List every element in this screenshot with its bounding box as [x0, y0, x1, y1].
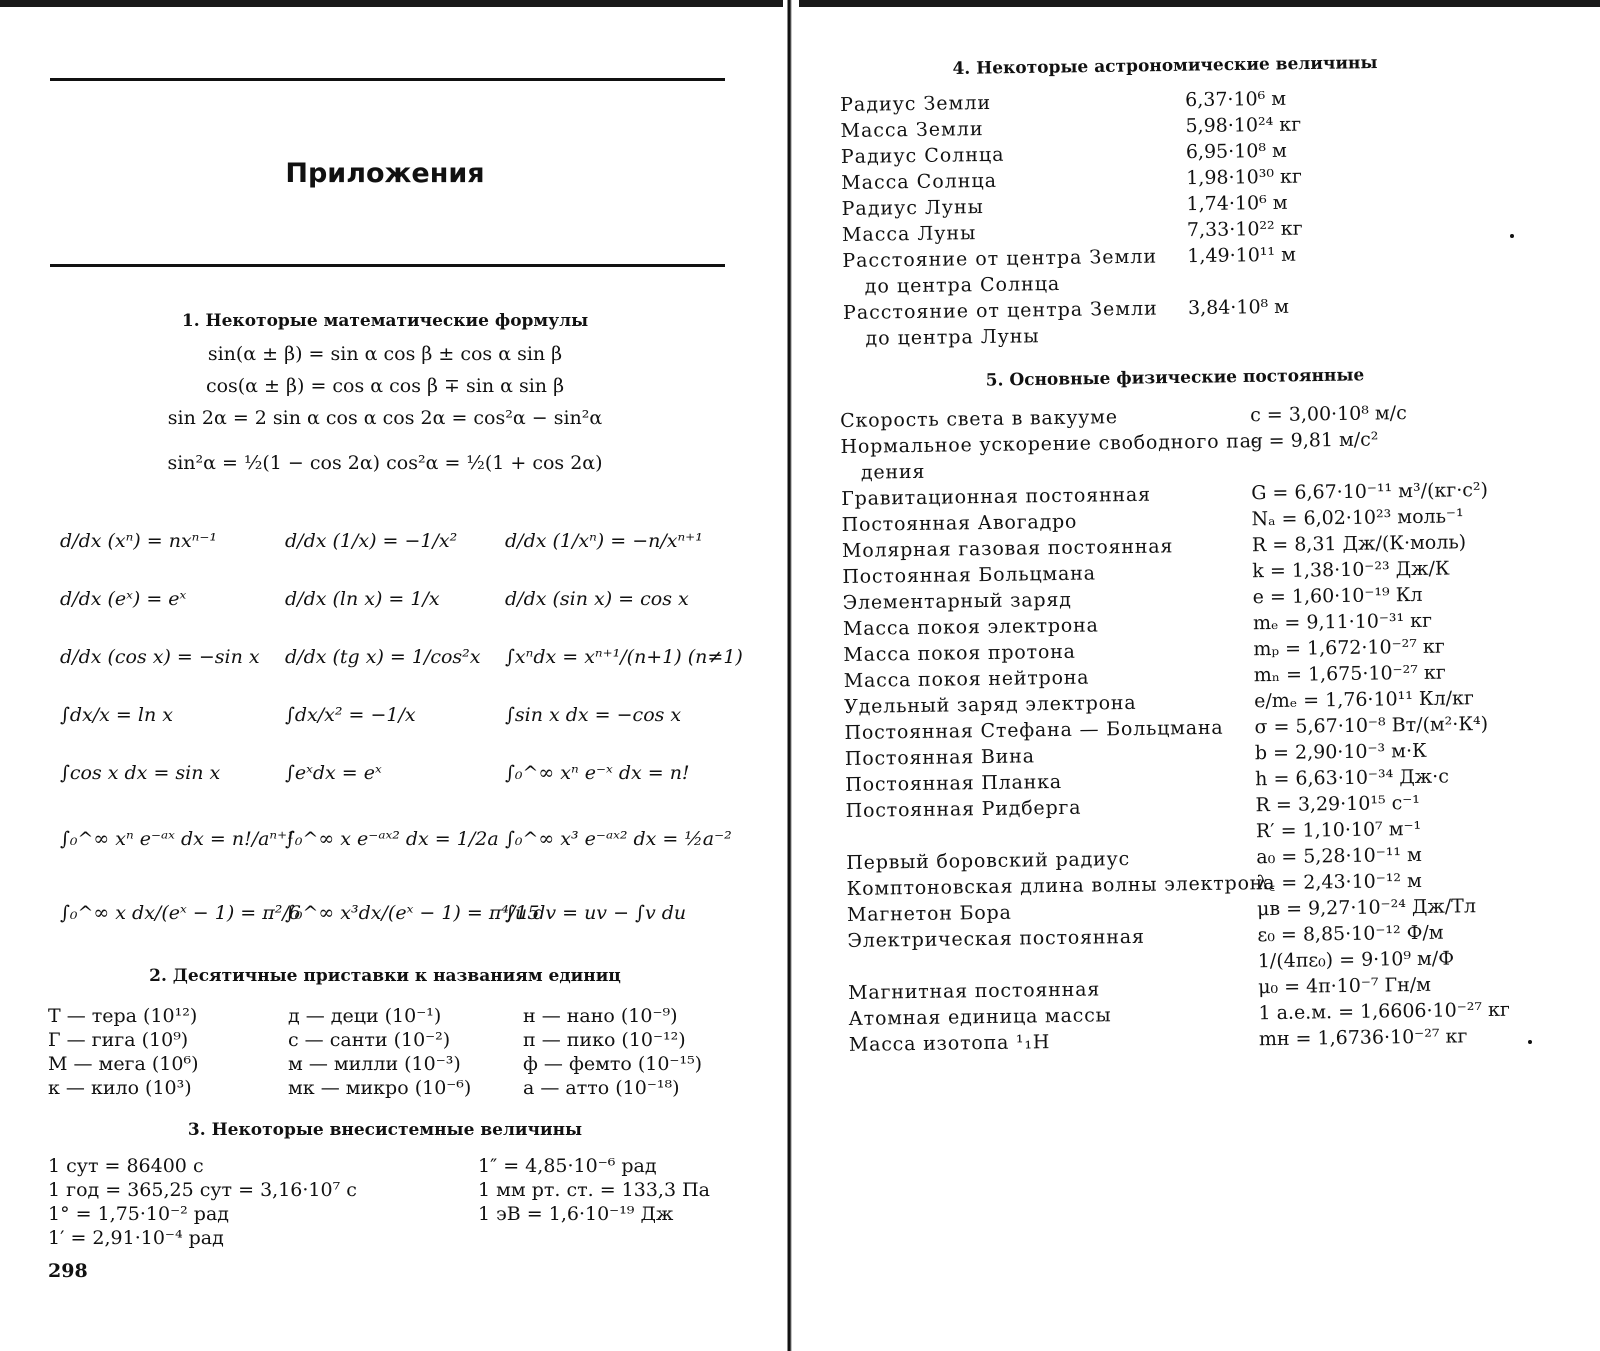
- formula: ∫₀^∞ xⁿ e⁻ᵃˣ dx = n!/aⁿ⁺¹: [60, 828, 295, 850]
- offsystem-item: 1 эВ = 1,6·10⁻¹⁹ Дж: [478, 1203, 674, 1225]
- formula: ∫₀^∞ x³dx/(eˣ − 1) = π⁴/15: [285, 902, 540, 924]
- formula: ∫cos x dx = sin x: [60, 762, 221, 784]
- offsystem-column: [478, 1154, 728, 1250]
- row-value: 5,98·10²⁴ кг: [1185, 113, 1302, 138]
- prefix-table: [48, 1004, 728, 1100]
- section1-title: 1. Некоторые математические формулы: [181, 311, 589, 331]
- prefix-column: [523, 1004, 728, 1100]
- row-name: Расстояние от центра Земли: [842, 297, 1158, 324]
- row-value: g = 9,81 м/с²: [1250, 428, 1379, 453]
- row-value: a₀ = 5,28·10⁻¹¹ м: [1256, 843, 1422, 869]
- prefix-item: Т — тера (10¹²): [48, 1005, 198, 1027]
- row-value: mₚ = 1,672·10⁻²⁷ кг: [1253, 635, 1445, 661]
- section5-title: 5. Основные физические постоянные: [985, 365, 1365, 391]
- right-page: [840, 0, 1560, 1351]
- row-value: mʜ = 1,6736·10⁻²⁷ кг: [1258, 1025, 1468, 1051]
- prefix-column: [288, 1004, 523, 1100]
- row-name: Элементарный заряд: [842, 588, 1072, 614]
- prefix-item: а — атто (10⁻¹⁸): [523, 1077, 680, 1099]
- prefix-item: н — нано (10⁻⁹): [523, 1005, 678, 1027]
- formula: d/dx (1/x) = −1/x²: [285, 530, 458, 552]
- row-value: 1/(4πε₀) = 9·10⁹ м/Ф: [1257, 947, 1455, 973]
- row-value: 3,84·10⁸ м: [1187, 295, 1290, 320]
- physics-constants-table: [840, 398, 1549, 1058]
- section2-title: 2. Десятичные приставки к названиям единиц: [149, 966, 621, 986]
- row-value: e/mₑ = 1,76·10¹¹ Кл/кг: [1253, 687, 1475, 713]
- row-name: Масса покоя нейтрона: [843, 666, 1090, 692]
- row-name: Комптоновская длина волны электрона: [846, 871, 1276, 900]
- row-name: Постоянная Планка: [845, 770, 1063, 796]
- formula: ∫dx/x² = −1/x: [285, 704, 416, 726]
- row-name: Гравитационная постоянная: [841, 483, 1151, 510]
- row-name: Атомная единица массы: [848, 1004, 1112, 1030]
- row-name: Первый боровский радиус: [846, 847, 1131, 874]
- section4-title: 4. Некоторые астрономические величины: [952, 53, 1378, 79]
- row-name: Постоянная Ридберга: [845, 796, 1082, 822]
- formula: d/dx (eˣ) = eˣ: [60, 588, 187, 610]
- row-name: Постоянная Вина: [844, 745, 1035, 770]
- row-value: 6,95·10⁸ м: [1185, 139, 1287, 164]
- row-value: λ꜀ = 2,43·10⁻¹² м: [1256, 869, 1423, 895]
- row-name: до центра Луны: [865, 325, 1040, 350]
- row-value: G = 6,67·10⁻¹¹ м³/(кг·с²): [1251, 478, 1489, 505]
- row-value: mₑ = 9,11·10⁻³¹ кг: [1252, 609, 1433, 635]
- formula: ∫₀^∞ xⁿ e⁻ˣ dx = n!: [505, 762, 690, 784]
- row-value: [1188, 318, 1438, 347]
- formula: d/dx (xⁿ) = nxⁿ⁻¹: [60, 530, 218, 552]
- row-name: Постоянная Стефана — Больцмана: [844, 716, 1224, 744]
- formula: ∫dx/x = ln x: [60, 704, 173, 726]
- offsystem-item: 1 мм рт. ст. = 133,3 Па: [478, 1179, 710, 1201]
- row-value: 1,98·10³⁰ кг: [1186, 165, 1303, 190]
- formula: ∫sin x dx = −cos x: [505, 704, 682, 726]
- prefix-item: мк — микро (10⁻⁶): [288, 1077, 472, 1099]
- prefix-item: ф — фемто (10⁻¹⁵): [523, 1053, 703, 1075]
- formula-grid: [60, 512, 743, 950]
- formula: ∫₀^∞ x³ e⁻ᵃˣ² dx = ½a⁻²: [505, 828, 732, 850]
- formula: d/dx (1/xⁿ) = −n/xⁿ⁺¹: [505, 530, 703, 552]
- row-value: c = 3,00·10⁸ м/с: [1249, 402, 1407, 427]
- prefix-item: д — деци (10⁻¹): [288, 1005, 442, 1027]
- formula: d/dx (sin x) = cos x: [505, 588, 689, 610]
- row-name: Масса изотопа ¹₁H: [848, 1031, 1051, 1056]
- row-name: Нормальное ускорение свободного па-: [840, 430, 1260, 458]
- offsystem-item: 1″ = 4,85·10⁻⁶ рад: [478, 1155, 657, 1177]
- row-value: 7,33·10²² кг: [1186, 217, 1303, 242]
- trig-formula: sin(α ± β) = sin α cos β ± cos α sin β: [207, 343, 563, 365]
- row-value: ε₀ = 8,85·10⁻¹² Ф/м: [1257, 921, 1444, 947]
- book-spine: [783, 0, 799, 1351]
- row-name: Радиус Луны: [841, 196, 984, 220]
- prefix-column: [48, 1004, 288, 1100]
- row-value: h = 6,63·10⁻³⁴ Дж·с: [1255, 765, 1450, 791]
- formula: d/dx (ln x) = 1/x: [285, 588, 440, 610]
- row-value: b = 2,90·10⁻³ м·К: [1254, 739, 1427, 765]
- row-value: 1,49·10¹¹ м: [1187, 243, 1297, 268]
- formula: ∫xⁿdx = xⁿ⁺¹/(n+1) (n≠1): [505, 646, 743, 668]
- scan-speck: [1528, 1040, 1532, 1044]
- row-name: Масса Луны: [841, 222, 977, 246]
- left-page: [40, 0, 743, 1351]
- row-value: μ₀ = 4π·10⁻⁷ Гн/м: [1257, 973, 1432, 999]
- prefix-item: п — пико (10⁻¹²): [523, 1029, 686, 1051]
- row-name: Масса покоя электрона: [842, 614, 1099, 640]
- formula: d/dx (tg x) = 1/cos²x: [285, 646, 481, 668]
- trig-formula: sin²α = ½(1 − cos 2α) cos²α = ½(1 + cos 2α): [167, 452, 603, 474]
- row-value: k = 1,38·10⁻²³ Дж/К: [1252, 557, 1450, 583]
- row-name: Магнитная постоянная: [848, 978, 1101, 1004]
- row-name: Расстояние от центра Земли: [842, 245, 1158, 272]
- row-value: [1188, 266, 1438, 295]
- prefix-item: к — кило (10³): [48, 1077, 192, 1099]
- formula: ∫eˣdx = eˣ: [285, 762, 382, 784]
- row-value: 6,37·10⁶ м: [1184, 87, 1287, 112]
- section3-title: 3. Некоторые внесистемные величины: [187, 1120, 583, 1140]
- row-value: e = 1,60·10⁻¹⁹ Кл: [1252, 583, 1423, 609]
- row-name: Радиус Земли: [840, 91, 992, 116]
- row-value: Nₐ = 6,02·10²³ моль⁻¹: [1251, 505, 1464, 531]
- top-rule: [50, 78, 725, 81]
- row-name: Масса Солнца: [841, 169, 998, 194]
- row-value: R = 8,31 Дж/(К·моль): [1251, 531, 1467, 557]
- row-value: mₙ = 1,675·10⁻²⁷ кг: [1253, 661, 1446, 687]
- prefix-item: с — санти (10⁻²): [288, 1029, 451, 1051]
- row-value: μʙ = 9,27·10⁻²⁴ Дж/Тл: [1256, 895, 1477, 921]
- row-name: Молярная газовая постоянная: [841, 535, 1174, 562]
- row-name: Постоянная Авогадро: [841, 510, 1078, 536]
- row-name: Магнетон Бора: [846, 901, 1012, 926]
- row-name: Электрическая постоянная: [847, 925, 1145, 952]
- offsystem-item: 1′ = 2,91·10⁻⁴ рад: [48, 1227, 224, 1249]
- row-name: дения: [860, 460, 926, 484]
- row-value: 1 а.е.м. = 1,6606·10⁻²⁷ кг: [1258, 998, 1511, 1025]
- title-rule: [50, 264, 725, 267]
- row-value: R′ = 1,10·10⁷ м⁻¹: [1255, 817, 1422, 843]
- offsystem-table: [48, 1154, 728, 1250]
- row-name: Удельный заряд электрона: [844, 691, 1137, 718]
- row-name: Масса Земли: [840, 118, 984, 142]
- row-value: [1251, 450, 1541, 480]
- prefix-item: М — мега (10⁶): [48, 1053, 199, 1075]
- formula: ∫u dv = uv − ∫v du: [505, 902, 687, 924]
- row-value: σ = 5,67·10⁻⁸ Вт/(м²·К⁴): [1254, 712, 1489, 739]
- formula: d/dx (cos x) = −sin x: [60, 646, 260, 668]
- offsystem-item: 1 сут = 86400 с: [48, 1155, 204, 1177]
- trig-formula: cos(α ± β) = cos α cos β ∓ sin α sin β: [205, 375, 565, 397]
- trig-formula: sin 2α = 2 sin α cos α cos 2α = cos²α − sin²α: [167, 407, 603, 429]
- page-title: Приложения: [285, 158, 485, 189]
- row-value: 1,74·10⁶ м: [1186, 191, 1288, 216]
- row-value: R = 3,29·10¹⁵ с⁻¹: [1255, 791, 1421, 817]
- formula: ∫₀^∞ x e⁻ᵃˣ² dx = 1/2a: [285, 828, 499, 850]
- row-name: Постоянная Больцмана: [842, 562, 1096, 588]
- offsystem-item: 1 год = 365,25 сут = 3,16·10⁷ с: [48, 1179, 357, 1201]
- page-number: 298: [48, 1260, 88, 1282]
- row-name: до центра Солнца: [864, 272, 1061, 298]
- prefix-item: м — милли (10⁻³): [288, 1053, 461, 1075]
- row-name: Радиус Солнца: [840, 143, 1005, 168]
- row-name: Скорость света в вакууме: [840, 406, 1118, 432]
- offsystem-item: 1° = 1,75·10⁻² рад: [48, 1203, 229, 1225]
- formula: ∫₀^∞ x dx/(eˣ − 1) = π²/6: [60, 902, 301, 924]
- prefix-item: Г — гига (10⁹): [48, 1029, 189, 1051]
- offsystem-column: [48, 1154, 478, 1250]
- astronomy-table: [840, 82, 1534, 352]
- row-name: Масса покоя протона: [843, 640, 1076, 666]
- scan-speck: [1510, 234, 1514, 238]
